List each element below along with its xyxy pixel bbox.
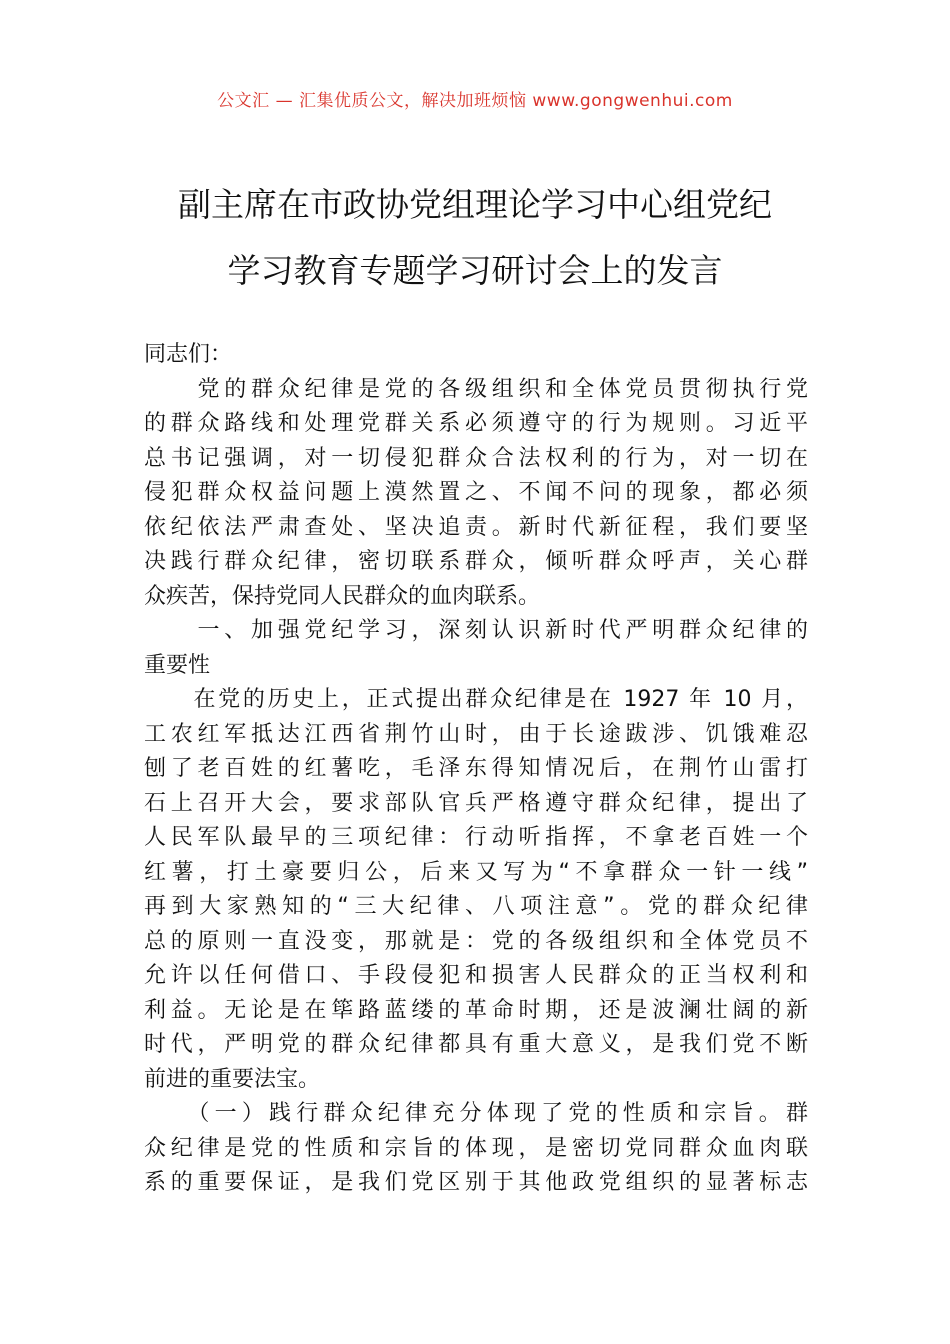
paragraph-line: 工农红军抵达江西省荆竹山时，由于长途跋涉、饥饿难忍 xyxy=(144,721,808,747)
paragraph-line: 侵犯群众权益问题上漠然置之、不闻不问的现象，都必须 xyxy=(144,480,808,505)
paragraph-line: 刨了老百姓的红薯吃，毛泽东得知情况后，在荆竹山雷打 xyxy=(144,756,808,781)
paragraph-line: 前进的重要法宝。 xyxy=(144,1066,321,1092)
paragraph-line: 在党的历史上，正式提出群众纪律是在 1927 年 10 月， xyxy=(144,687,808,712)
paragraph-line: 总书记强调，对一切侵犯群众合法权利的行为，对一切在 xyxy=(144,445,808,471)
paragraph-line: 党的群众纪律是党的各级组织和全体党员贯彻执行党 xyxy=(144,376,808,402)
document-body xyxy=(144,338,808,1201)
paragraph-line: 红薯，打土豪要归公，后来又写为“不拿群众一针一线” xyxy=(144,859,808,885)
paragraph-line: 决践行群众纪律，密切联系群众，倾听群众呼声，关心群 xyxy=(144,549,808,574)
subsection-line: （一）践行群众纪律充分体现了党的性质和宗旨。群 xyxy=(144,1101,808,1126)
paragraph-line: 总的原则一直没变，那就是：党的各级组织和全体党员不 xyxy=(144,928,808,954)
paragraph-line: 系的重要保证，是我们党区别于其他政党组织的显著标志 xyxy=(144,1170,808,1195)
salutation: 同志们： xyxy=(144,342,233,367)
section-heading-line: 一、加强党纪学习，深刻认识新时代严明群众纪律的 xyxy=(144,618,808,643)
paragraph-line: 再到大家熟知的“三大纪律、八项注意”。党的群众纪律 xyxy=(144,894,808,919)
paragraph-line: 石上召开大会，要求部队官兵严格遵守群众纪律，提出了 xyxy=(144,790,808,816)
paragraph-line: 的群众路线和处理党群关系必须遵守的行为规则。习近平 xyxy=(144,411,808,436)
title-line-2: 学习教育专题学习研讨会上的发言 xyxy=(227,251,723,290)
paragraph-line: 利益。无论是在筚路蓝缕的革命时期，还是波澜壮阔的新 xyxy=(144,997,808,1023)
paragraph-line: 人民军队最早的三项纪律：行动听指挥，不拿老百姓一个 xyxy=(144,825,808,850)
document-title xyxy=(60,172,890,304)
paragraph-line: 众疾苦，保持党同人民群众的血肉联系。 xyxy=(144,583,541,609)
section-heading-line: 重要性 xyxy=(144,652,211,678)
title-line-1: 副主席在市政协党组理论学习中心组党纪 xyxy=(178,185,772,224)
paragraph-line: 时代，严明党的群众纪律都具有重大意义，是我们党不断 xyxy=(144,1032,808,1057)
paragraph-line: 众纪律是党的性质和宗旨的体现，是密切党同群众血肉联 xyxy=(144,1135,808,1161)
paragraph-line: 依纪依法严肃查处、坚决追责。新时代新征程，我们要坚 xyxy=(144,514,808,540)
site-banner: 公文汇 — 汇集优质公文，解决加班烦恼 www.gongwenhui.com xyxy=(217,91,733,111)
paragraph-line: 允许以任何借口、手段侵犯和损害人民群众的正当权利和 xyxy=(144,963,808,988)
